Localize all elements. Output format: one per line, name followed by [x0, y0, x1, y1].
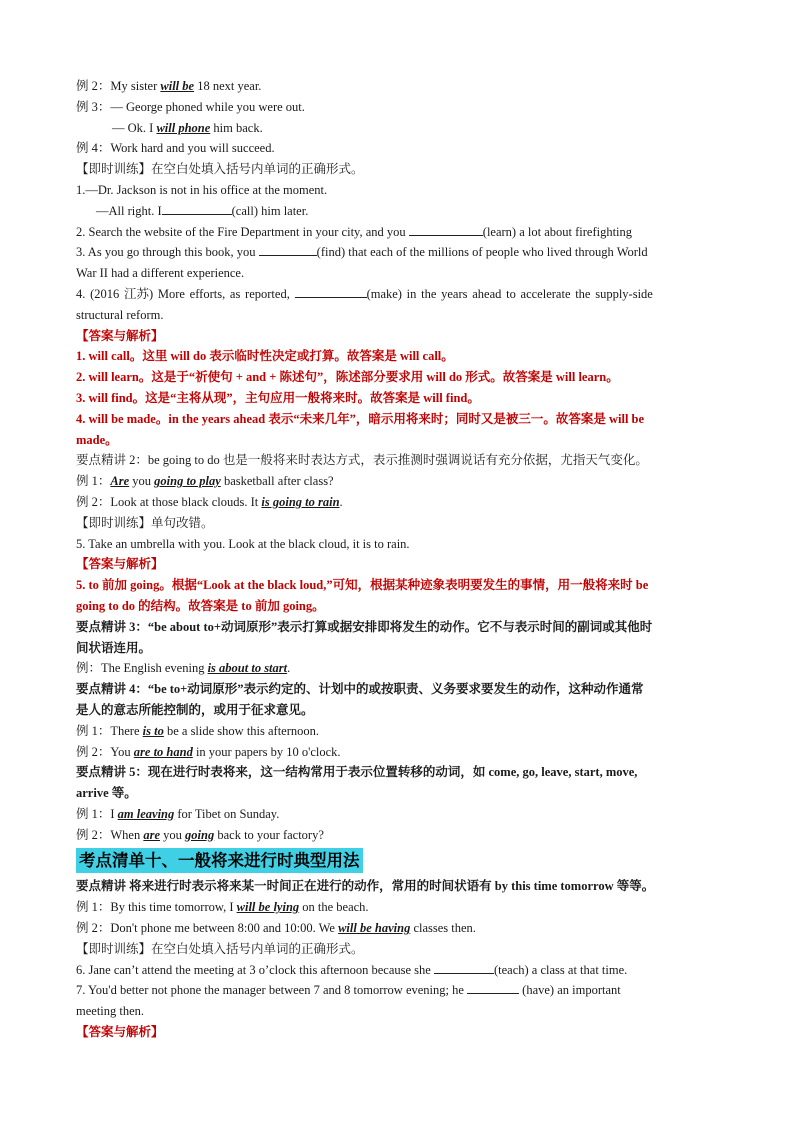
key-point-5-line1: 要点精讲 5：现在进行时表将来，这一结构常用于表示位置转移的动词，如 come, go, leave, start, move,	[76, 765, 638, 780]
question-4-line1: 4. (2016 江苏) More efforts, as reported, (make) in the years ahead to accelerate the supply-side	[76, 284, 719, 305]
section-heading: 考点清单十、一般将来进行时典型用法	[76, 848, 363, 873]
question-3-line1: 3. As you go through this book, you (find) that each of the millions of people who lived through World	[76, 242, 719, 263]
example-going-to-play: 例 1：Are you going to play basketball after class?	[76, 474, 334, 489]
example-will-be-having: 例 2：Don't phone me between 8:00 and 10:00. We will be having classes then.	[76, 921, 476, 936]
answers-title-1: 【答案与解析】	[76, 328, 164, 343]
key-point-5-line2: arrive 等。	[76, 786, 137, 801]
key-point-4-line2: 是人的意志所能控制的，或用于征求意见。	[76, 702, 314, 717]
key-point-3-line1: 要点精讲 3：“be about to+动词原形”表示打算或据安排即将发生的动作。它不与表示时间的副词或其他时	[76, 619, 653, 634]
key-point-4-line1: 要点精讲 4：“be to+动词原形”表示约定的、计划中的或按职责、义务要求要发生的动作，这种动作通常	[76, 682, 644, 697]
answer-blank-4[interactable]	[295, 284, 367, 298]
answer-1: 1. will call。这里 will do 表示临时性决定或打算。故答案是 will call。	[76, 349, 454, 364]
example-am-leaving: 例 1：I am leaving for Tibet on Sunday.	[76, 806, 280, 821]
document-page	[76, 76, 719, 1043]
key-point-2: 要点精讲 2：be going to do 也是一般将来时表达方式，表示推测时强调说话有充分依据，尤指天气变化。	[76, 453, 648, 468]
example-going-to-rain: 例 2：Look at those black clouds. It is going to rain.	[76, 494, 343, 509]
answers-title-3: 【答案与解析】	[76, 1025, 164, 1040]
example-succeed: 例 4：Work hard and you will succeed.	[76, 141, 275, 156]
example-are-going: 例 2：When are you going back to your factory?	[76, 827, 324, 842]
answer-blank-3[interactable]	[259, 242, 317, 256]
example-are-to-hand: 例 2：You are to hand in your papers by 10 o'clock.	[76, 744, 341, 759]
example-about-to: 例：The English evening is about to start.	[76, 661, 291, 676]
answer-blank-7[interactable]	[467, 980, 519, 994]
question-2: 2. Search the website of the Fire Department in your city, and you (learn) a lot about firefighting	[76, 222, 719, 243]
example-dialog-line2: — Ok. I will phone him back.	[112, 120, 263, 135]
question-4-line2: structural reform.	[76, 307, 164, 322]
answer-4-line2: made。	[76, 432, 118, 447]
question-1-line2: —All right. I (call) him later.	[76, 201, 719, 222]
answer-5-line2: going to do 的结构。故答案是 to 前加 going。	[76, 598, 325, 613]
question-7-line2: meeting then.	[76, 1004, 145, 1019]
answer-blank-6[interactable]	[434, 960, 494, 974]
answers-title-2: 【答案与解析】	[76, 557, 164, 572]
question-5: 5. Take an umbrella with you. Look at the black cloud, it is to rain.	[76, 536, 410, 551]
answer-blank-1[interactable]	[162, 201, 232, 215]
question-3-line2: War II had a different experience.	[76, 266, 245, 281]
example-dialog-line1: 例 3：— George phoned while you were out.	[76, 99, 305, 114]
drill-title-1: 【即时训练】在空白处填入括号内单词的正确形式。	[76, 162, 364, 177]
answer-blank-2[interactable]	[409, 222, 483, 236]
drill-title-2: 【即时训练】单句改错。	[76, 515, 214, 530]
example-is-to: 例 1：There is to be a slide show this afternoon.	[76, 723, 320, 738]
question-7-line1: 7. You'd better not phone the manager between 7 and 8 tomorrow evening; he (have) an important	[76, 980, 719, 1001]
section-heading-wrapper	[76, 845, 719, 876]
answer-3: 3. will find。这是“主将从现”，主句应用一般将来时。故答案是 will find。	[76, 390, 480, 405]
key-point-3-line2: 间状语连用。	[76, 640, 152, 655]
key-point-6: 要点精讲 将来进行时表示将来某一时间正在进行的动作，常用的时间状语有 by this time tomorrow 等等。	[76, 879, 655, 894]
question-1-line1: 1.—Dr. Jackson is not in his office at the moment.	[76, 182, 328, 197]
answer-2: 2. will learn。这是于“祈使句 + and + 陈述句”，陈述部分要求用 will do 形式。故答案是 will learn。	[76, 370, 619, 385]
example-will-be-lying: 例 1：By this time tomorrow, I will be lying on the beach.	[76, 900, 369, 915]
drill-title-3: 【即时训练】在空白处填入括号内单词的正确形式。	[76, 941, 364, 956]
question-6: 6. Jane can’t attend the meeting at 3 o’clock this afternoon because she (teach) a class at that time.	[76, 960, 719, 981]
answer-4-line1: 4. will be made。in the years ahead 表示“未来几年”，暗示用将来时；同时又是被三一。故答案是 will be	[76, 411, 645, 426]
answer-5-line1: 5. to 前加 going。根据“Look at the black loud,”可知，根据某种迹象表明要发生的事情，用一般将来时 be	[76, 578, 649, 593]
example-will-be: 例 2：My sister will be 18 next year.	[76, 79, 262, 93]
